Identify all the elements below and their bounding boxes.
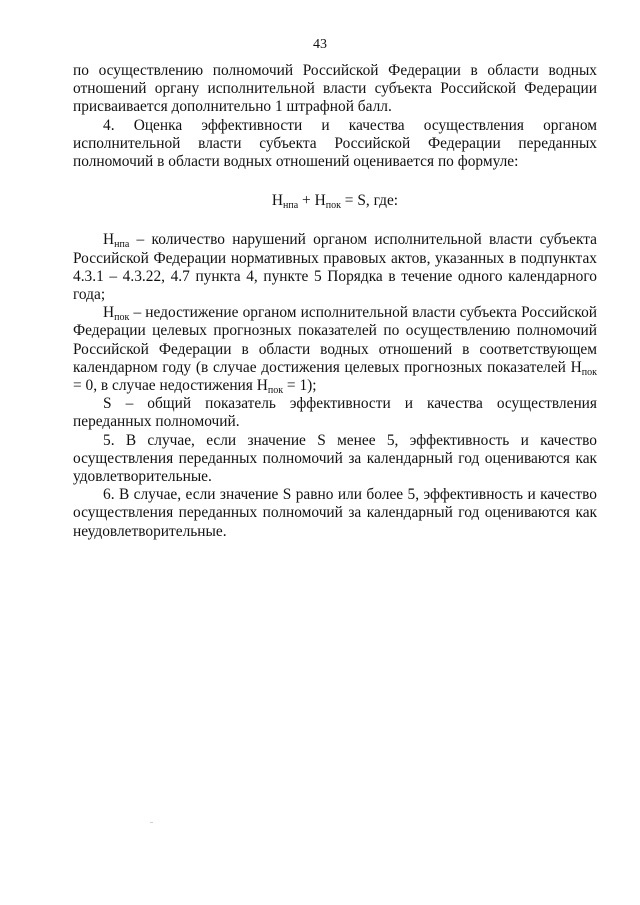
formula [73, 192, 597, 210]
formula-plus: + [298, 192, 315, 210]
definition-h-pok-text-a: – недостижение органом исполнительной власти субъекта Российской Федерации целевых прогнозных показателей по осуществлению полномочий Российской Федерации в области водных отношений в соответствующем календарном году (в случае достижения целевых прогнозных показателей [73, 304, 597, 376]
paragraph-4: 4. Оценка эффективности и качества осуществления органом исполнительной власти субъекта Российской Федерации переданных полномочий в области водных отношений оценивается по формуле: [73, 116, 597, 171]
definition-h-pok-text-c: = 1); [283, 377, 317, 395]
definition-h-npa [73, 231, 597, 304]
definition-h-pok-text-b: = 0, в случае недостижения [73, 377, 257, 395]
page-number: 43 [313, 37, 327, 52]
definition-h-npa-text: – количество нарушений органом исполнительной власти субъекта Российской Федерации нормативных правовых актов, указанных в подпунктах 4.3.1 – 4.3.22, 4.7 пункта 4, пункте 5 Порядка в течение одного календарного года; [73, 231, 597, 304]
paragraph-6: 6. В случае, если значение S равно или более 5, эффективность и качество осуществления переданных полномочий за календарный год оцениваются как неудовлетворительные. [73, 486, 597, 540]
term-h-pok: $Н_{пок}$ [103, 304, 130, 324]
scan-speck [150, 822, 153, 823]
document-body [73, 62, 597, 541]
definition-h-pok [73, 304, 597, 395]
formula-h-npa: $Н_{нпа}$ [271, 192, 299, 212]
paragraph-5: 5. В случае, если значение S менее 5, эффективность и качество осуществления переданных полномочий за календарный год оцениваются как удовлетворительные. [73, 431, 597, 486]
formula-result: = S, где: [340, 192, 399, 210]
term-h-npa: $Н_{нпа}$ [103, 231, 130, 251]
definition-s: S – общий показатель эффективности и качества осуществления переданных полномочий. [73, 395, 597, 431]
term-h-pok-inline-1: $Н_{пок}$ [570, 358, 597, 378]
formula-h-pok: $Н_{пок}$ [314, 192, 341, 212]
term-h-pok-inline-2: $Н_{пок}$ [256, 377, 284, 397]
paragraph-intro: по осуществлению полномочий Российской Федерации в области водных отношений органу исполнительной власти субъекта Российской Федерации присваивается дополнительно 1 штрафной балл. [73, 62, 597, 116]
